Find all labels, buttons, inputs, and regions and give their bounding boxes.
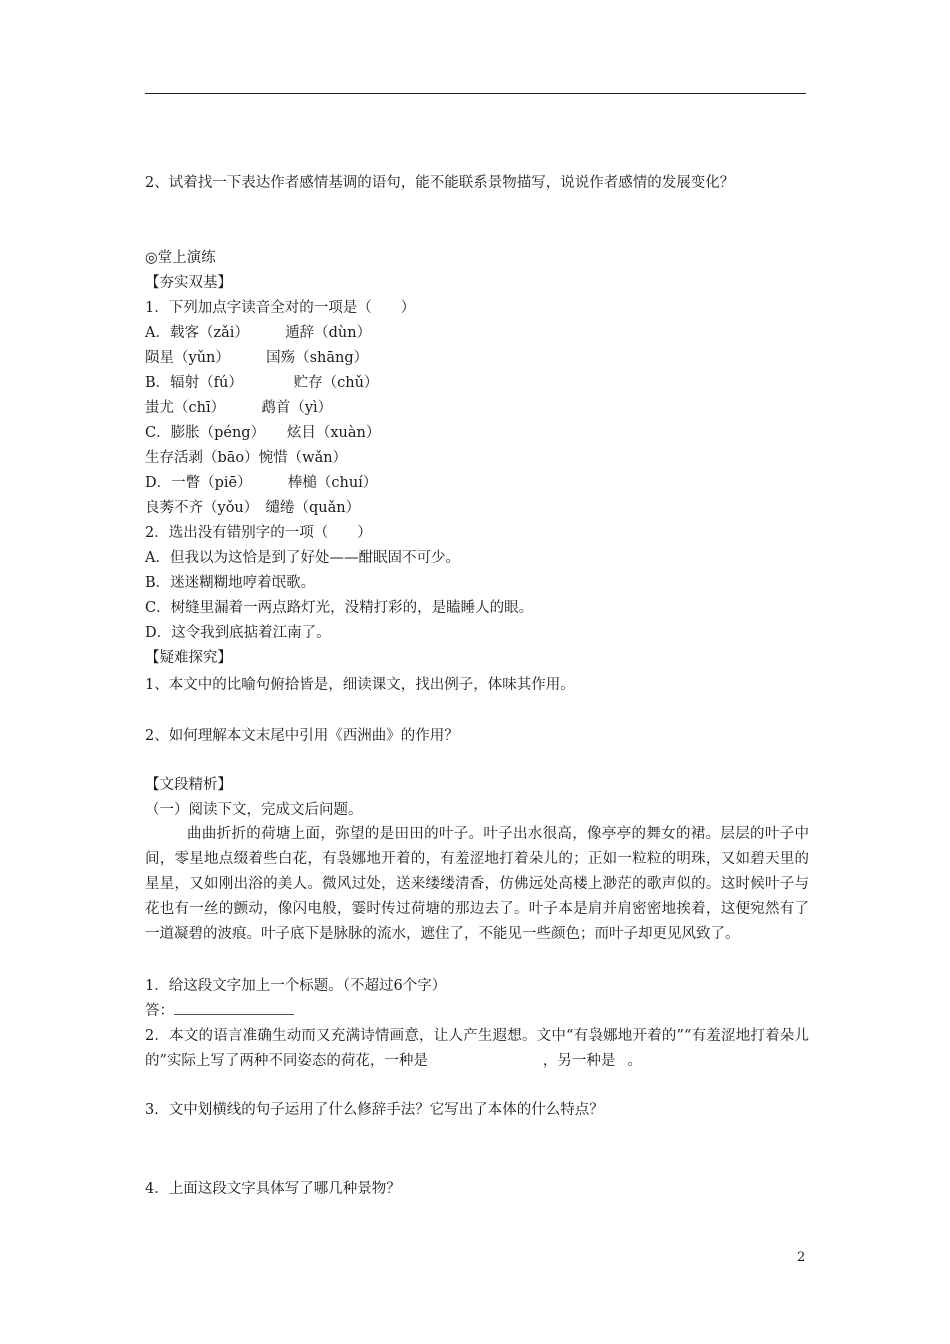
q2-text-end: 。 bbox=[627, 1053, 642, 1069]
analysis-q3: 3．文中划横线的句子运用了什么修辞手法？它写出了本体的什么特点？ bbox=[145, 1102, 604, 1118]
analysis-q4: 4．上面这段文字具体写了哪几种景物？ bbox=[145, 1181, 401, 1197]
q1-option-line: 生存活剥（bāo）惋惜（wǎn） bbox=[145, 450, 348, 466]
q1-option-line: B．辐射（fú） 贮存（chǔ） bbox=[145, 375, 379, 391]
q2-stem: 2．选出没有错别字的一项（ ） bbox=[145, 525, 372, 541]
q1-option-line: 蚩尤（chī） 鹉首（yì） bbox=[145, 400, 333, 416]
q1-option-line: C．膨胀（péng） 炫目（xuàn） bbox=[145, 425, 381, 441]
analysis-q2 bbox=[145, 1024, 809, 1074]
q2-text-part2: ，另一种是 bbox=[542, 1053, 616, 1069]
q1-option-line: 良莠不齐（yǒu） 缱绻（quǎn） bbox=[145, 500, 361, 516]
q1-option-line: D．一瞥（piē） 棒槌（chuí） bbox=[145, 475, 378, 491]
practice-heading: ◎堂上演练 bbox=[145, 250, 216, 266]
reading-passage: 曲曲折折的荷塘上面，弥望的是田田的叶子。叶子出水很高，像亭亭的舞女的裙。层层的叶子中间，零星地点缀着些白花，有袅娜地开着的，有羞涩地打着朵儿的；正如一粒粒的明珠，又如碧天里的星星，又如刚出浴的美人。微风过处，送来缕缕清香，仿佛远处高楼上渺茫的歌声似的。这时候叶子与花也有一丝的颤动，像闪电般，霎时传过荷塘的那边去了。叶子本是肩并肩密密地挨着，这便宛然有了一道凝碧的波痕。叶子底下是脉脉的流水，遮住了，不能见一些颜色；而叶子却更见风致了。 bbox=[145, 826, 809, 942]
explore-title: 【疑难探究】 bbox=[145, 650, 232, 666]
basics-title: 【夯实双基】 bbox=[145, 275, 232, 291]
analysis-title: 【文段精析】 bbox=[145, 777, 232, 793]
q2-option-line: D．这令我到底掂着江南了。 bbox=[145, 625, 331, 641]
page-number: 2 bbox=[797, 1250, 806, 1265]
q2-option-line: A．但我以为这恰是到了好处——酣眠固不可少。 bbox=[145, 550, 460, 566]
answer-label: 答： bbox=[145, 1003, 174, 1019]
question-emotion: 2、试着找一下表达作者感情基调的语句，能不能联系景物描写，说说作者感情的发展变化？ bbox=[145, 175, 735, 191]
explore-q2: 2、如何理解本文末尾中引用《西洲曲》的作用？ bbox=[145, 728, 459, 744]
analysis-q1-answer bbox=[145, 1002, 294, 1020]
header-rule bbox=[145, 93, 806, 94]
analysis-q1: 1．给这段文字加上一个标题。（不超过6个字） bbox=[145, 978, 447, 994]
q1-option-line: A．载客（zǎi） 遁辞（dùn） bbox=[145, 325, 372, 341]
q2-option-line: B．迷迷糊糊地哼着氓歌。 bbox=[145, 575, 316, 591]
answer-blank[interactable] bbox=[174, 1002, 294, 1015]
q1-option-line: 陨星（yǔn） 国殇（shāng） bbox=[145, 350, 369, 366]
q1-stem: 1．下列加点字读音全对的一项是（ ） bbox=[145, 300, 416, 316]
explore-q1: 1、本文中的比喻句俯拾皆是，细读课文，找出例子，体味其作用。 bbox=[145, 677, 575, 693]
analysis-intro: （一）阅读下文，完成文后问题。 bbox=[145, 802, 363, 818]
q2-option-line: C．树缝里漏着一两点路灯光，没精打彩的，是瞌睡人的眼。 bbox=[145, 600, 534, 616]
q2-text-part1: 2．本文的语言准确生动而又充满诗情画意，让人产生遐想。文中“有袅娜地开着的”“有羞涩地打着朵儿的”实际上写了两种不同姿态的荷花，一种是 bbox=[145, 1028, 809, 1069]
